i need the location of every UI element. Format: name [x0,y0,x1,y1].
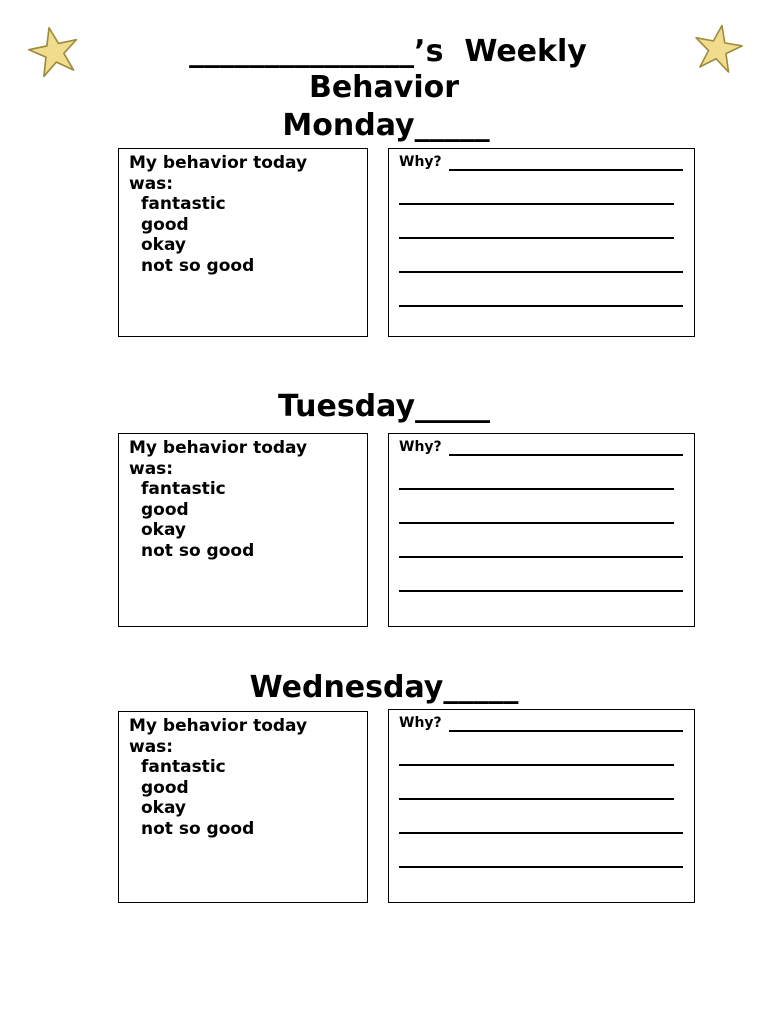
option-okay[interactable]: okay [141,520,187,540]
option-fantastic[interactable]: fantastic [141,194,226,214]
write-line[interactable] [399,271,683,273]
behavior-box-wednesday[interactable] [118,711,368,903]
write-line[interactable] [399,590,683,592]
why-label: Why? [399,154,442,170]
behavior-prompt: My behavior today [129,716,308,736]
write-line[interactable] [449,169,683,171]
page-title-line2: Behavior [308,70,460,105]
option-not-so-good[interactable]: not so good [141,818,255,839]
write-line[interactable] [399,237,674,239]
option-okay[interactable]: okay [141,235,187,255]
day-heading-wednesday: Wednesday_____ [249,670,519,705]
option-good[interactable]: good [141,214,189,235]
page-title-line1: _______________’s Weekly [189,34,587,69]
write-line[interactable] [399,832,683,834]
write-line[interactable] [399,522,674,524]
option-good[interactable]: good [141,499,189,520]
write-line[interactable] [399,764,674,766]
behavior-prompt: was: [129,173,174,194]
write-line[interactable] [399,798,674,800]
why-box-tuesday[interactable] [388,433,695,627]
write-line[interactable] [399,556,683,558]
write-line[interactable] [449,454,683,456]
option-good[interactable]: good [141,777,189,798]
behavior-options [129,438,307,561]
write-line[interactable] [449,730,683,732]
why-label: Why? [399,715,442,731]
write-line[interactable] [399,203,674,205]
day-heading-monday: Monday_____ [282,108,490,143]
option-not-so-good[interactable]: not so good [141,255,255,276]
why-label: Why? [399,439,442,455]
behavior-options [129,153,307,276]
why-box-wednesday[interactable] [388,709,695,903]
day-heading-tuesday: Tuesday_____ [277,389,491,424]
write-line[interactable] [399,488,674,490]
option-not-so-good[interactable]: not so good [141,540,255,561]
behavior-prompt: was: [129,736,174,757]
behavior-box-tuesday[interactable] [118,433,368,627]
option-fantastic[interactable]: fantastic [141,479,226,499]
behavior-box-monday[interactable] [118,148,368,337]
write-line[interactable] [399,305,683,307]
behavior-prompt: was: [129,458,174,479]
behavior-options [129,716,307,839]
write-line[interactable] [399,866,683,868]
behavior-prompt: My behavior today [129,153,308,173]
why-box-monday[interactable] [388,148,695,337]
option-okay[interactable]: okay [141,798,187,818]
behavior-prompt: My behavior today [129,438,308,458]
option-fantastic[interactable]: fantastic [141,757,226,777]
